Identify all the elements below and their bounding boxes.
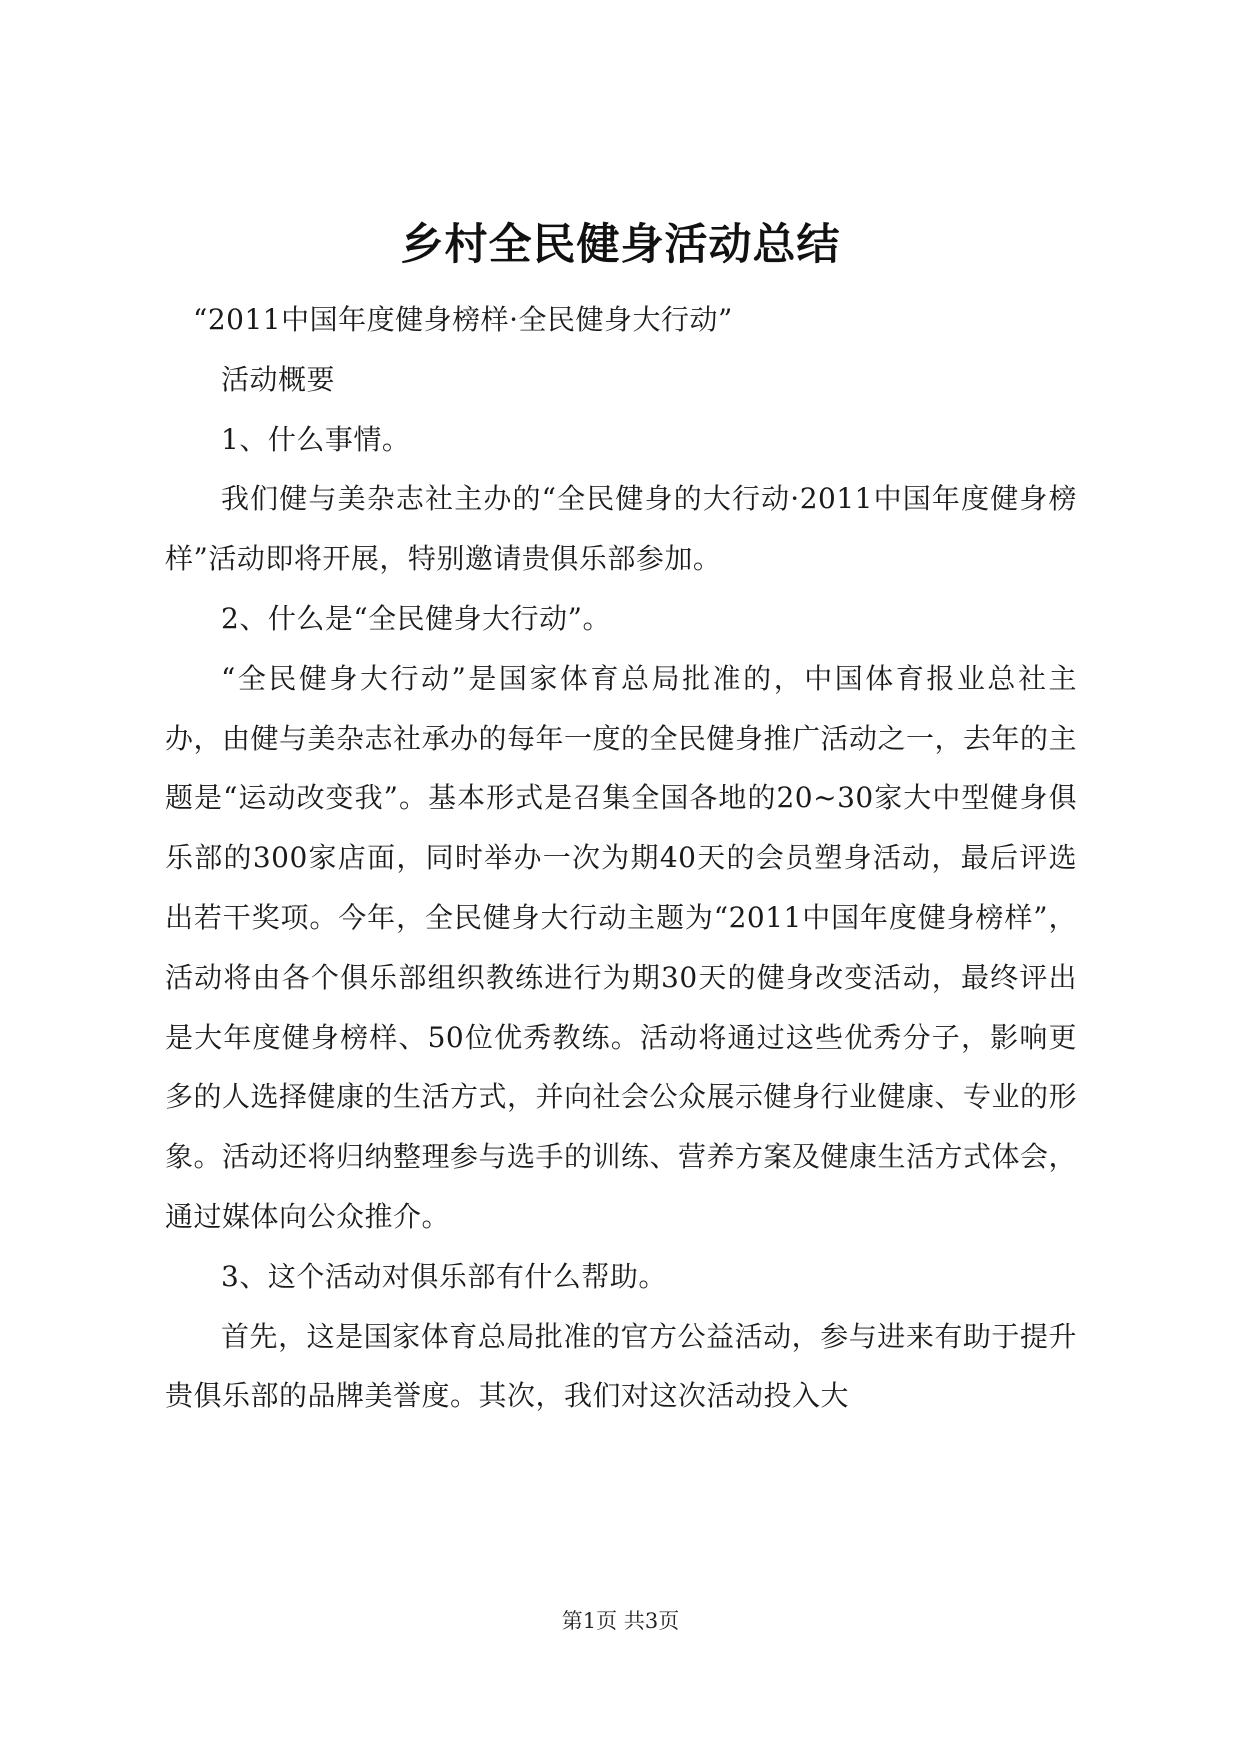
paragraph-body-2: “全民健身大行动”是国家体育总局批准的，中国体育报业总社主办，由健与美杂志社承办的每年一度的全民健身推广活动之一，去年的主题是“运动改变我”。基本形式是召集全国各地的20~30家大中型健身俱乐部的300家店面，同时举办一次为期40天的会员塑身活动，最后评选出若干奖项。今年，全民健身大行动主题为“2011中国年度健身榜样”，活动将由各个俱乐部组织教练进行为期30天的健身改变活动，最终评出是大年度健身榜样、50位优秀教练。活动将通过这些优秀分子，影响更多的人选择健康的生活方式，并向社会公众展示健身行业健康、专业的形象。活动还将归纳整理参与选手的训练、营养方案及健康生活方式体会，通过媒体向公众推介。 xyxy=(165,661,1078,1233)
paragraph-heading-1: 1、什么事情。 xyxy=(221,422,411,456)
paragraph-heading-3: 3、这个活动对俱乐部有什么帮助。 xyxy=(221,1259,667,1293)
paragraph-heading-2: 2、什么是“全民健身大行动”。 xyxy=(221,601,611,635)
paragraph-heading-overview: 活动概要 xyxy=(221,362,336,396)
document-body xyxy=(165,290,1077,1426)
page-footer xyxy=(0,1606,1241,1636)
page-number-label: 第1页 共3页 xyxy=(561,1609,680,1633)
paragraph-body-3: 首先，这是国家体育总局批准的官方公益活动，参与进来有助于提升贵俱乐部的品牌美誉度。其次，我们对这次活动投入大 xyxy=(165,1319,1077,1413)
paragraph-subtitle: “2011中国年度健身榜样·全民健身大行动” xyxy=(193,303,733,336)
document-title: 乡村全民健身活动总结 xyxy=(400,220,841,270)
paragraph-body-1: 我们健与美杂志社主办的“全民健身的大行动·2011中国年度健身榜样”活动即将开展，特别邀请贵俱乐部参加。 xyxy=(165,482,1077,576)
